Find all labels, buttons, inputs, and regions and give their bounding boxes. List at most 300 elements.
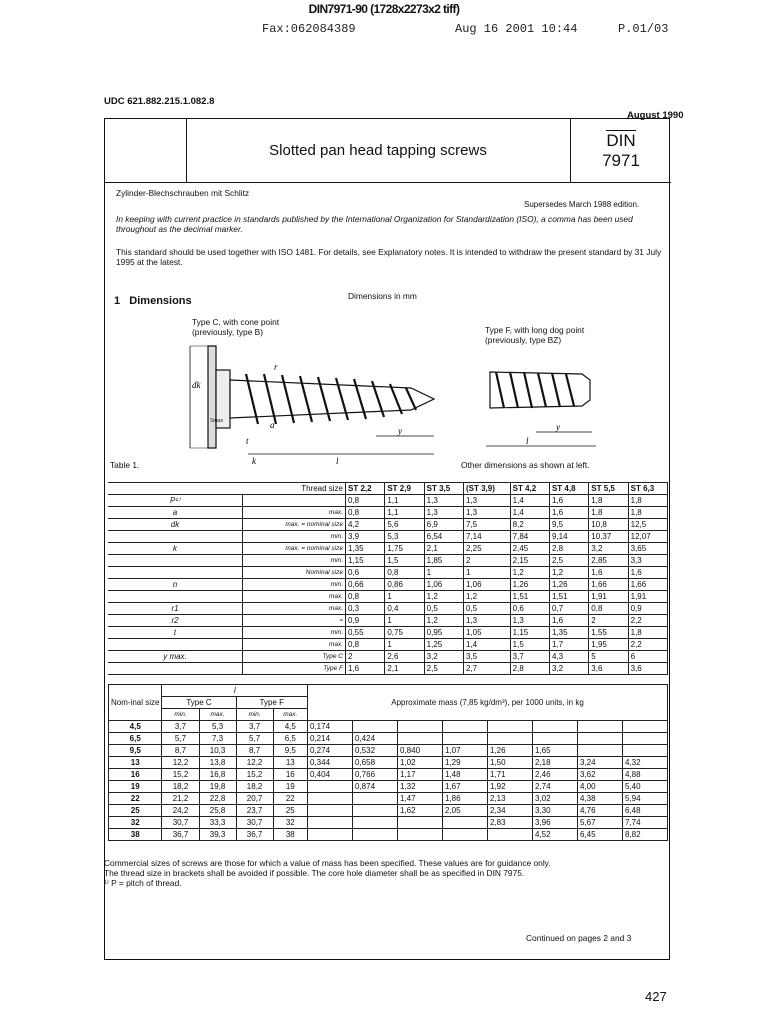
type-f-title: Type F, with long dog point [485, 325, 585, 335]
t-label: t [246, 436, 249, 446]
table-cell: 6 [628, 651, 667, 663]
footnote-pitch: ¹⁾ P = pitch of thread. [104, 878, 182, 888]
length-cell: 25 [273, 805, 307, 817]
table-cell: 0,8 [346, 495, 385, 507]
table-cell: 5 [589, 651, 628, 663]
table-row [109, 733, 668, 745]
table-cell: 2,2 [628, 639, 667, 651]
mass-cell [488, 733, 533, 745]
mass-cell: 4,00 [578, 781, 623, 793]
table-cell: 0,5 [424, 603, 463, 615]
length-cell: 5,7 [236, 733, 273, 745]
table-cell: 2,15 [510, 555, 549, 567]
row-symbol [108, 555, 243, 567]
mass-cell [623, 721, 668, 733]
table-cell: 1,95 [589, 639, 628, 651]
mass-cell [443, 721, 488, 733]
mass-cell: 1,65 [533, 745, 578, 757]
table-cell: 0,8 [346, 507, 385, 519]
table-cell: 7,5 [463, 519, 510, 531]
mass-cell: 4,76 [578, 805, 623, 817]
table-cell: 3,6 [628, 663, 667, 675]
length-cell: 13 [273, 757, 307, 769]
table-cell: 1,7 [549, 639, 588, 651]
length-cell: 8,7 [236, 745, 273, 757]
table-row [108, 531, 668, 543]
din-block [570, 118, 671, 183]
mass-cell: 3,02 [533, 793, 578, 805]
table-cell: 1 [385, 591, 424, 603]
mass-cell: 2,13 [488, 793, 533, 805]
mass-cell [443, 733, 488, 745]
table-row [108, 591, 668, 603]
table-cell: 1,91 [628, 591, 667, 603]
row-symbol: P¹⁾ [108, 495, 243, 507]
mass-cell [623, 745, 668, 757]
row-symbol [108, 531, 243, 543]
mass-cell: 1,62 [398, 805, 443, 817]
length-cell: 32 [273, 817, 307, 829]
table-cell: 0,5 [463, 603, 510, 615]
table-cell: 9,14 [549, 531, 588, 543]
continued-note: Continued on pages 2 and 3 [526, 933, 632, 943]
table-row [108, 555, 668, 567]
row-qualifier: Nominal size [243, 567, 346, 579]
table-cell: 7,14 [463, 531, 510, 543]
mass-cell: 0,174 [308, 721, 353, 733]
mass-cell [398, 817, 443, 829]
table-cell: 1,2 [510, 567, 549, 579]
mass-cell: 0,404 [308, 769, 353, 781]
type-c-label [192, 317, 279, 337]
length-cell: 19 [273, 781, 307, 793]
table-cell: 2 [589, 615, 628, 627]
din-label: DIN [606, 131, 636, 150]
thread-size-cell: ST 4,8 [549, 483, 588, 495]
type-f-y-label: y [556, 422, 560, 432]
thread-size-cell: ST 4,2 [510, 483, 549, 495]
table-cell: 0,75 [385, 627, 424, 639]
mass-cell: 1,32 [398, 781, 443, 793]
mass-cell: 4,32 [623, 757, 668, 769]
row-qualifier: max. = nominal size [243, 543, 346, 555]
table-cell: 1,66 [589, 579, 628, 591]
table-cell: 2,7 [463, 663, 510, 675]
din-number: 7971 [602, 151, 640, 170]
length-cell: 21,2 [162, 793, 199, 805]
table-row [108, 567, 668, 579]
table-row [108, 495, 668, 507]
row-symbol: dk [108, 519, 243, 531]
table-cell: 1 [424, 567, 463, 579]
mass-cell [488, 829, 533, 841]
mass-cell: 7,74 [623, 817, 668, 829]
table-cell: 1,6 [549, 495, 588, 507]
length-cell: 4,5 [109, 721, 162, 733]
length-cell: 15,2 [162, 769, 199, 781]
table-cell: 2,85 [589, 555, 628, 567]
row-symbol: t [108, 627, 243, 639]
mass-cell: 2,74 [533, 781, 578, 793]
mass-cell: 4,38 [578, 793, 623, 805]
table-cell: 2,5 [549, 555, 588, 567]
table-cell: 1,8 [589, 507, 628, 519]
table-cell: 1,5 [510, 639, 549, 651]
table-row [109, 769, 668, 781]
table-cell: 1 [463, 567, 510, 579]
length-cell: 36,7 [162, 829, 199, 841]
mass-cell: 2,05 [443, 805, 488, 817]
length-cell: 32 [109, 817, 162, 829]
table-cell: 0,8 [589, 603, 628, 615]
table-cell: 3,7 [510, 651, 549, 663]
length-cell: 16,8 [199, 769, 236, 781]
mass-cell [308, 805, 353, 817]
length-cell: 30,7 [236, 817, 273, 829]
table-cell: 2,8 [549, 543, 588, 555]
length-cell: 22 [109, 793, 162, 805]
mass-cell [398, 721, 443, 733]
length-cell: 39,3 [199, 829, 236, 841]
table-row [108, 651, 668, 663]
table-cell: 0,4 [385, 603, 424, 615]
type-f-subtitle: (previously, type BZ) [485, 335, 562, 345]
r-label: r [274, 362, 278, 372]
table-cell: 1,3 [510, 615, 549, 627]
publication-date: August 1990 [627, 110, 684, 121]
table-cell: 5,3 [385, 531, 424, 543]
table-row [109, 745, 668, 757]
table-cell: 1,91 [589, 591, 628, 603]
mass-cell: 0,532 [353, 745, 398, 757]
length-cell: 30,7 [162, 817, 199, 829]
page-number: 427 [645, 989, 667, 1004]
table-row [109, 757, 668, 769]
f-min-header: min. [236, 709, 273, 721]
length-cell: 19 [109, 781, 162, 793]
table-cell: 1,4 [510, 495, 549, 507]
dimension-unit: Dimensions in mm [348, 291, 417, 301]
table-cell: 9,5 [549, 519, 588, 531]
type-c-screw-drawing [186, 336, 446, 466]
row-symbol [108, 567, 243, 579]
table-cell: 1,3 [424, 495, 463, 507]
mass-cell: 1,02 [398, 757, 443, 769]
row-symbol: a [108, 507, 243, 519]
table-cell: 1,26 [510, 579, 549, 591]
table-row [109, 805, 668, 817]
row-symbol [108, 663, 243, 675]
row-qualifier: Type C [243, 651, 346, 663]
table-row [109, 781, 668, 793]
footnote-brackets: The thread size in brackets shall be avoided if possible. The core hole diameter shall be as specified in DIN 7975. [104, 868, 525, 878]
mass-cell: 0,214 [308, 733, 353, 745]
length-cell: 3,7 [162, 721, 199, 733]
length-cell: 36,7 [236, 829, 273, 841]
mass-cell: 0,274 [308, 745, 353, 757]
table-cell: 1,15 [346, 555, 385, 567]
table-row [108, 627, 668, 639]
table-cell: 1,1 [385, 495, 424, 507]
row-qualifier: Type F [243, 663, 346, 675]
row-symbol [108, 639, 243, 651]
table-cell: 2,8 [510, 663, 549, 675]
table-cell: 7,84 [510, 531, 549, 543]
table-cell: 1,1 [385, 507, 424, 519]
mass-cell: 1,26 [488, 745, 533, 757]
table-cell: 1,55 [589, 627, 628, 639]
mass-cell: 2,83 [488, 817, 533, 829]
f-max-header: max. [273, 709, 307, 721]
table-cell: 1 [385, 639, 424, 651]
table-label: Table 1. [110, 460, 140, 470]
row-qualifier: max. [243, 591, 346, 603]
mass-cell [398, 829, 443, 841]
table-cell: 1,85 [424, 555, 463, 567]
table-cell: 3,2 [549, 663, 588, 675]
table-cell: 1,2 [424, 615, 463, 627]
table-row [108, 615, 668, 627]
length-cell: 10,3 [199, 745, 236, 757]
table-cell: 0,66 [346, 579, 385, 591]
mass-cell: 0,658 [353, 757, 398, 769]
table-cell: 0,9 [628, 603, 667, 615]
table-cell: 3,6 [589, 663, 628, 675]
table-cell: 12,07 [628, 531, 667, 543]
table-cell: 10,8 [589, 519, 628, 531]
row-qualifier: min. [243, 531, 346, 543]
table-cell: 12,5 [628, 519, 667, 531]
mass-cell [533, 721, 578, 733]
mass-cell [353, 817, 398, 829]
mass-cell: 1,50 [488, 757, 533, 769]
table-cell: 1,06 [463, 579, 510, 591]
length-cell: 3,7 [236, 721, 273, 733]
mass-cell: 5,40 [623, 781, 668, 793]
row-qualifier: max. [243, 639, 346, 651]
mass-cell [308, 781, 353, 793]
table-cell: 0,55 [346, 627, 385, 639]
length-cell: 23,7 [236, 805, 273, 817]
mass-cell [353, 721, 398, 733]
type-f-header: Type F [236, 697, 307, 709]
table-cell: 0,6 [510, 603, 549, 615]
row-symbol: y max. [108, 651, 243, 663]
table-cell: 2,45 [510, 543, 549, 555]
type-f-l-label: l [526, 436, 529, 446]
length-cell: 38 [273, 829, 307, 841]
length-cell: 6,5 [273, 733, 307, 745]
mass-cell: 1,48 [443, 769, 488, 781]
table-cell: 0,8 [385, 567, 424, 579]
mass-cell: 1,67 [443, 781, 488, 793]
table-cell: 2,6 [385, 651, 424, 663]
length-cell: 12,2 [236, 757, 273, 769]
mass-cell [578, 745, 623, 757]
mass-cell: 3,30 [533, 805, 578, 817]
mass-cell: 1,17 [398, 769, 443, 781]
table-row [108, 579, 668, 591]
row-symbol: n [108, 579, 243, 591]
usage-note: This standard should be used together with ISO 1481. For details, see Explanatory notes. It is intended to withdraw the present standard by 31 July 1995 at the latest. [116, 247, 662, 267]
length-cell: 7,3 [199, 733, 236, 745]
c-min-header: min. [162, 709, 199, 721]
table-cell: 1,3 [463, 507, 510, 519]
length-cell: 20,7 [236, 793, 273, 805]
mass-table [108, 684, 668, 841]
table-cell: 1,2 [463, 591, 510, 603]
mass-cell [353, 805, 398, 817]
length-cell: 8,7 [162, 745, 199, 757]
thread-size-cell: ST 2,2 [346, 483, 385, 495]
mass-cell [308, 793, 353, 805]
length-cell: 24,2 [162, 805, 199, 817]
mass-cell: 5,94 [623, 793, 668, 805]
nominal-size-header: Nom-inal size [109, 685, 162, 721]
table-cell: 3,3 [628, 555, 667, 567]
type-c-header: Type C [162, 697, 236, 709]
table-cell: 3,5 [463, 651, 510, 663]
mass-cell: 0,344 [308, 757, 353, 769]
fax-datetime: Aug 16 2001 10:44 [455, 22, 578, 36]
length-cell: 38 [109, 829, 162, 841]
mass-cell: 0,424 [353, 733, 398, 745]
fax-number: Fax:062084389 [262, 22, 356, 36]
supersedes-note: Supersedes March 1988 edition. [524, 200, 640, 209]
german-title: Zylinder-Blechschrauben mit Schlitz [116, 188, 250, 198]
mass-cell [353, 793, 398, 805]
length-cell: 9,5 [273, 745, 307, 757]
table-cell: 2,5 [424, 663, 463, 675]
k-label: k [252, 456, 256, 466]
table-row [109, 721, 668, 733]
mass-cell: 4,52 [533, 829, 578, 841]
mass-cell: 2,18 [533, 757, 578, 769]
mass-cell [578, 721, 623, 733]
row-symbol: r2 [108, 615, 243, 627]
mass-cell: 0,874 [353, 781, 398, 793]
table-cell: 3,2 [424, 651, 463, 663]
mass-cell [533, 733, 578, 745]
mass-cell [398, 733, 443, 745]
table-cell: 2,2 [628, 615, 667, 627]
row-qualifier: max. = nominal size [243, 519, 346, 531]
table-row [108, 663, 668, 675]
table-cell: 1,06 [424, 579, 463, 591]
table-cell: 1,5 [385, 555, 424, 567]
a-label: a [270, 420, 275, 430]
table-cell: 1,4 [510, 507, 549, 519]
table-cell: 1,35 [346, 543, 385, 555]
row-symbol: r1 [108, 603, 243, 615]
table-cell: 1,3 [424, 507, 463, 519]
table-cell: 0,9 [346, 615, 385, 627]
mass-cell [488, 721, 533, 733]
length-cell: 22,8 [199, 793, 236, 805]
table-cell: 0,95 [424, 627, 463, 639]
thread-size-cell: ST 3,5 [424, 483, 463, 495]
table-cell: 1,05 [463, 627, 510, 639]
table-cell: 1,6 [346, 663, 385, 675]
mass-cell: 6,48 [623, 805, 668, 817]
type-f-screw-drawing [486, 360, 606, 460]
type-f-label [485, 325, 584, 345]
type-c-subtitle: (previously, type B) [192, 327, 264, 337]
thread-size-header: Thread size [108, 483, 346, 495]
table-cell: 1,8 [628, 627, 667, 639]
mass-cell: 2,34 [488, 805, 533, 817]
length-cell: 25 [109, 805, 162, 817]
mass-cell [308, 817, 353, 829]
table-cell: 1,8 [628, 495, 667, 507]
fax-page: P.01/03 [618, 22, 669, 36]
row-qualifier: max. [243, 603, 346, 615]
length-cell: 33,3 [199, 817, 236, 829]
table-cell: 0,6 [346, 567, 385, 579]
mass-cell [578, 733, 623, 745]
mass-cell [443, 829, 488, 841]
length-cell: 13 [109, 757, 162, 769]
table-cell: 3,2 [589, 543, 628, 555]
table-cell: 4,3 [549, 651, 588, 663]
row-symbol: k [108, 543, 243, 555]
thread-size-cell: ST 5,5 [589, 483, 628, 495]
table-cell: 1,2 [549, 567, 588, 579]
length-cell: 9,5 [109, 745, 162, 757]
table-cell: 2 [463, 555, 510, 567]
table-cell: 0,8 [346, 591, 385, 603]
mass-cell: 1,71 [488, 769, 533, 781]
mass-cell: 4,88 [623, 769, 668, 781]
table-row [109, 793, 668, 805]
mass-cell [443, 817, 488, 829]
udc-code: UDC 621.882.215.1.082.8 [104, 96, 215, 107]
row-qualifier: min. [243, 579, 346, 591]
table-cell: 1,26 [549, 579, 588, 591]
table-row [108, 603, 668, 615]
document-title: Slotted pan head tapping screws [186, 118, 570, 183]
mass-cell [623, 733, 668, 745]
row-qualifier: min. [243, 627, 346, 639]
table-cell: 6,54 [424, 531, 463, 543]
length-cell: 5,3 [199, 721, 236, 733]
title-block-left [104, 118, 187, 183]
table-cell: 1,51 [510, 591, 549, 603]
row-qualifier: max. [243, 507, 346, 519]
mass-cell: 8,82 [623, 829, 668, 841]
table-cell: 0,7 [549, 603, 588, 615]
type-c-title: Type C, with cone point [192, 317, 280, 327]
table-cell: 10,37 [589, 531, 628, 543]
length-cell: 25,8 [199, 805, 236, 817]
iso-note: In keeping with current practice in standards published by the International Organization for Standardization (ISO), a comma has been used throughout as the decimal marker. [116, 214, 633, 234]
table-row [109, 817, 668, 829]
table-cell: 3,9 [346, 531, 385, 543]
table-cell: 2,25 [463, 543, 510, 555]
table-cell: 2,1 [385, 663, 424, 675]
table-cell: 1,4 [463, 639, 510, 651]
row-qualifier: min. [243, 555, 346, 567]
mass-cell [353, 829, 398, 841]
table-cell: 3,65 [628, 543, 667, 555]
row-qualifier [243, 495, 346, 507]
mass-cell: 3,62 [578, 769, 623, 781]
mass-cell: 3,24 [578, 757, 623, 769]
table-cell: 2 [346, 651, 385, 663]
table-cell: 1,15 [510, 627, 549, 639]
table-cell: 6,9 [424, 519, 463, 531]
mass-cell: 1,86 [443, 793, 488, 805]
